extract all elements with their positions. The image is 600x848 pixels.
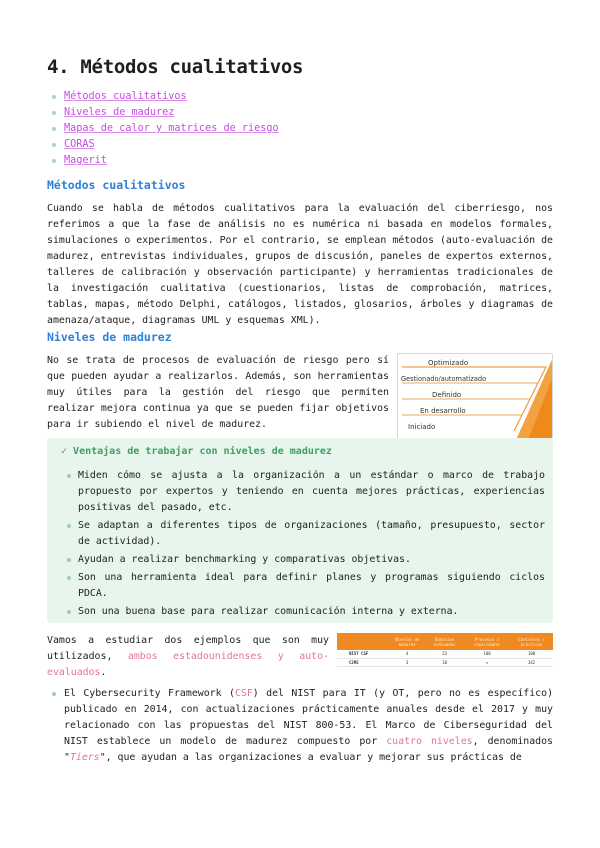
maturity-staircase-graphic xyxy=(398,354,553,439)
examples-text: Vamos a estudiar dos ejemplos que son muy utilizados, xyxy=(47,635,329,662)
list-item: Ayudan a realizar benchmarking y comparativas objetivas. xyxy=(67,552,545,568)
csf-levels-highlight: cuatro niveles xyxy=(386,736,473,747)
table-cell: 108 xyxy=(510,650,553,658)
list-item: Son una herramienta ideal para definir planes y programas siguiendo ciclos PDCA. xyxy=(67,570,545,602)
toc-link[interactable]: Métodos cualitativos xyxy=(64,91,187,102)
level-label: Definido xyxy=(432,391,462,399)
table-of-contents xyxy=(52,89,279,169)
examples-highlight: ambos estadounidenses y auto-evaluados xyxy=(47,651,329,678)
maturity-levels-figure xyxy=(397,353,553,439)
examples-text-end: . xyxy=(100,667,107,678)
table-header-row xyxy=(337,633,553,650)
table-cell: 108 xyxy=(464,650,510,658)
section-heading-maturity: Niveles de madurez xyxy=(47,330,172,344)
table-cell: 10 xyxy=(425,658,464,666)
level-label: Iniciado xyxy=(408,423,436,431)
list-item: Miden cómo se ajusta a la organización a un estándar o marco de trabajo propuesto por expertos y teniendo en cuenta mejores prácticas, experiencias positivas del pasado, etc. xyxy=(67,468,545,516)
table-cell: 4 xyxy=(389,650,426,658)
page-title: 4. Métodos cualitativos xyxy=(47,56,304,78)
table-cell: ✕ xyxy=(464,658,510,666)
csf-tiers-highlight: Tiers xyxy=(69,752,100,763)
callout-title xyxy=(61,446,332,457)
toc-link[interactable]: Mapas de calor y matrices de riesgo xyxy=(64,123,279,134)
level-label: En desarrollo xyxy=(420,407,466,415)
column-header: Niveles de madurez xyxy=(389,633,426,650)
toc-item[interactable] xyxy=(52,137,279,153)
frameworks-list xyxy=(52,686,553,766)
csf-text: ) del NIST para IT (y OT, pero no es específico) publicado en 2014, con actualizaciones prácticamente anuales desde el 2017 y muy relacionado con las propuestas del NIST 800-53. El Marco de Ciberseguridad del NIST establece un modelo de madurez compuesto por xyxy=(64,688,554,747)
table-cell: 23 xyxy=(425,650,464,658)
csf-abbr: CSF xyxy=(234,688,253,699)
section-heading-qualitative: Métodos cualitativos xyxy=(47,178,186,192)
csf-text: , denominados " xyxy=(64,736,554,763)
table-cell: 342 xyxy=(510,658,553,666)
comparison-table xyxy=(337,633,553,667)
list-item-csf xyxy=(52,686,553,766)
qualitative-paragraph: Cuando se habla de métodos cualitativos para la evaluación del ciberriesgo, nos referimos a que la fase de análisis no es numérica ni basada en modelos formales, simulaciones o experimentos. Por el contrario, se emplean métodos (auto-evaluación de madurez, entrevistas individuales, grupos de discusión, paneles de expertos externos, talleres de calibración y observación participante) y herramientas tradicionales de la investigación cualitativa (cuestionarios, listas de comprobación, matrices, tablas, mapas, método Delphi, catálogos, listados, glosarios, árboles y diagramas de amenaza/ataque, diagramas UML y esquemas XML). xyxy=(47,203,553,326)
csf-text: ", que ayudan a las organizaciones a evaluar y mejorar sus prácticas de xyxy=(99,752,522,763)
column-header: Controles / prácticas xyxy=(510,633,553,650)
table-row xyxy=(337,658,553,666)
toc-item[interactable] xyxy=(52,105,279,121)
callout-title-text: Ventajas de trabajar con niveles de madurez xyxy=(73,446,332,457)
list-item: Se adaptan a diferentes tipos de organizaciones (tamaño, presupuesto, sector de actividad). xyxy=(67,518,545,550)
advantages-callout xyxy=(47,438,553,623)
table-cell: 3 xyxy=(389,658,426,666)
frameworks-comparison-table xyxy=(337,633,553,669)
list-item: Son una buena base para realizar comunicación interna y externa. xyxy=(67,604,545,620)
examples-paragraph xyxy=(47,633,329,681)
toc-link[interactable]: Niveles de madurez xyxy=(64,107,175,118)
toc-item[interactable] xyxy=(52,89,279,105)
level-label: Optimizado xyxy=(428,359,469,367)
advantages-list xyxy=(67,468,545,620)
toc-link[interactable]: CORAS xyxy=(64,139,95,150)
csf-text: El Cybersecurity Framework ( xyxy=(64,688,235,699)
row-label: C2M2 xyxy=(337,658,389,666)
table-row xyxy=(337,650,553,658)
toc-item[interactable] xyxy=(52,121,279,137)
level-label: Gestionado/automatizado xyxy=(401,375,487,383)
check-icon: ✓ xyxy=(61,446,74,457)
table-corner xyxy=(337,633,389,650)
column-header: Procesos / capacidades xyxy=(464,633,510,650)
toc-item[interactable] xyxy=(52,153,279,169)
toc-link[interactable]: Magerit xyxy=(64,155,107,166)
maturity-paragraph: No se trata de procesos de evaluación de riesgo pero sí que pueden ayudar a realizarlos. Además, son herramientas muy útiles para la gestión del riesgo que permiten realizar mejora continua ya que se pueden fijar objetivos para ir subiendo el nivel de madurez. xyxy=(47,355,389,430)
row-label: NIST CSF xyxy=(337,650,389,658)
column-header: Dominios evaluados xyxy=(425,633,464,650)
